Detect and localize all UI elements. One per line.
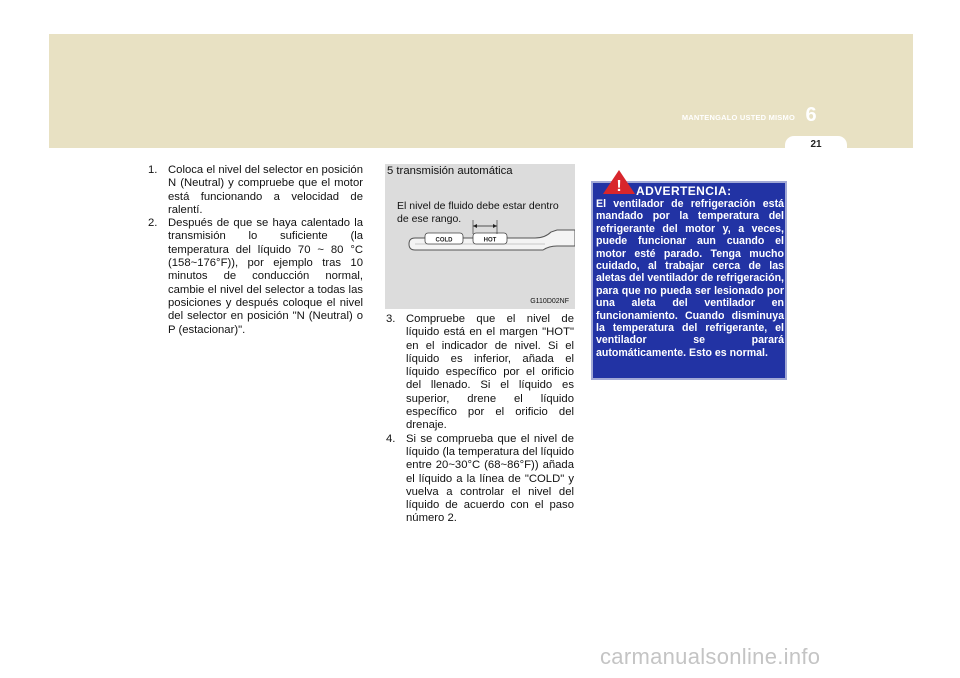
cold-label: COLD <box>435 237 453 244</box>
watermark: carmanualsonline.info <box>600 644 821 669</box>
step-number: 3. <box>386 313 396 325</box>
chapter-number: 6 <box>805 104 817 126</box>
header-band <box>49 34 913 148</box>
warning-title: ADVERTENCIA: <box>636 184 732 198</box>
figure-code: G110D02NF <box>530 298 569 305</box>
svg-text:!: ! <box>616 178 622 195</box>
figure-title: 5 transmisión automática <box>387 165 513 177</box>
warning-body: El ventilador de refrigeración está mandado por la temperatura del refrigerante del motor y, a veces, puede funcionar aun cuando el motor esté parado. Tenga mucho cuidado, al trabajar cerca de las aletas del ventilador de refrigeración, para que no pueda ser lesionado por una aleta del ventilador en funcionamiento. Cuando disminuya la temperatura del refrigerante, el ventilador se parará automáticamente. Esto es normal. <box>596 198 784 359</box>
page-number: 21 <box>810 139 822 150</box>
section-label: MANTENGALO USTED MISMO <box>681 113 795 122</box>
figure-caption: El nivel de fluido debe estar dentro de ese rango. <box>397 200 559 225</box>
dipstick-illustration <box>385 164 575 309</box>
step-item <box>148 164 363 217</box>
steps-list-2 <box>386 313 574 526</box>
step-text: Compruebe que el nivel de líquido está en el margen "HOT" en el indicador de nivel. Si el líquido es inferior, añada el líquido específico por el orificio del llenado. Si el líquido es superior, drene el líquido específico por el orificio del drenaje. <box>406 313 574 432</box>
column-left <box>148 164 363 337</box>
step-number: 4. <box>386 432 396 445</box>
step-item <box>386 433 574 526</box>
warning-triangle-icon <box>602 169 636 195</box>
step-number: 2. <box>148 217 158 230</box>
step-item <box>148 217 363 337</box>
hot-label: HOT <box>483 237 497 244</box>
step-text: Si se comprueba que el nivel de líquido (la temperatura del líquido entre 20~30°C (68~86°F)) añada el líquido a la línea de "COLD" y vuelva a controlar el nivel del líquido de acuerdo con el paso número 2. <box>406 432 574 525</box>
step-text: Después de que se haya calentado la transmisión lo suficiente (la temperatura del líquido 70 ~ 80 °C (158~176°F)), por ejemplo tras 10 minutos de conducción normal, cambie el nivel del selector a todas las posiciones y después coloque el nivel del selector en posición "N (Neutral) o P (estacionar)". <box>168 217 363 336</box>
step-text: Coloca el nivel del selector en posición N (Neutral) y compruebe que el motor está funcionando a velocidad de ralentí. <box>168 164 363 216</box>
dipstick-figure <box>385 164 575 309</box>
steps-list-1 <box>148 164 363 337</box>
column-middle <box>386 313 574 526</box>
step-item <box>386 313 574 433</box>
step-number: 1. <box>148 164 158 176</box>
